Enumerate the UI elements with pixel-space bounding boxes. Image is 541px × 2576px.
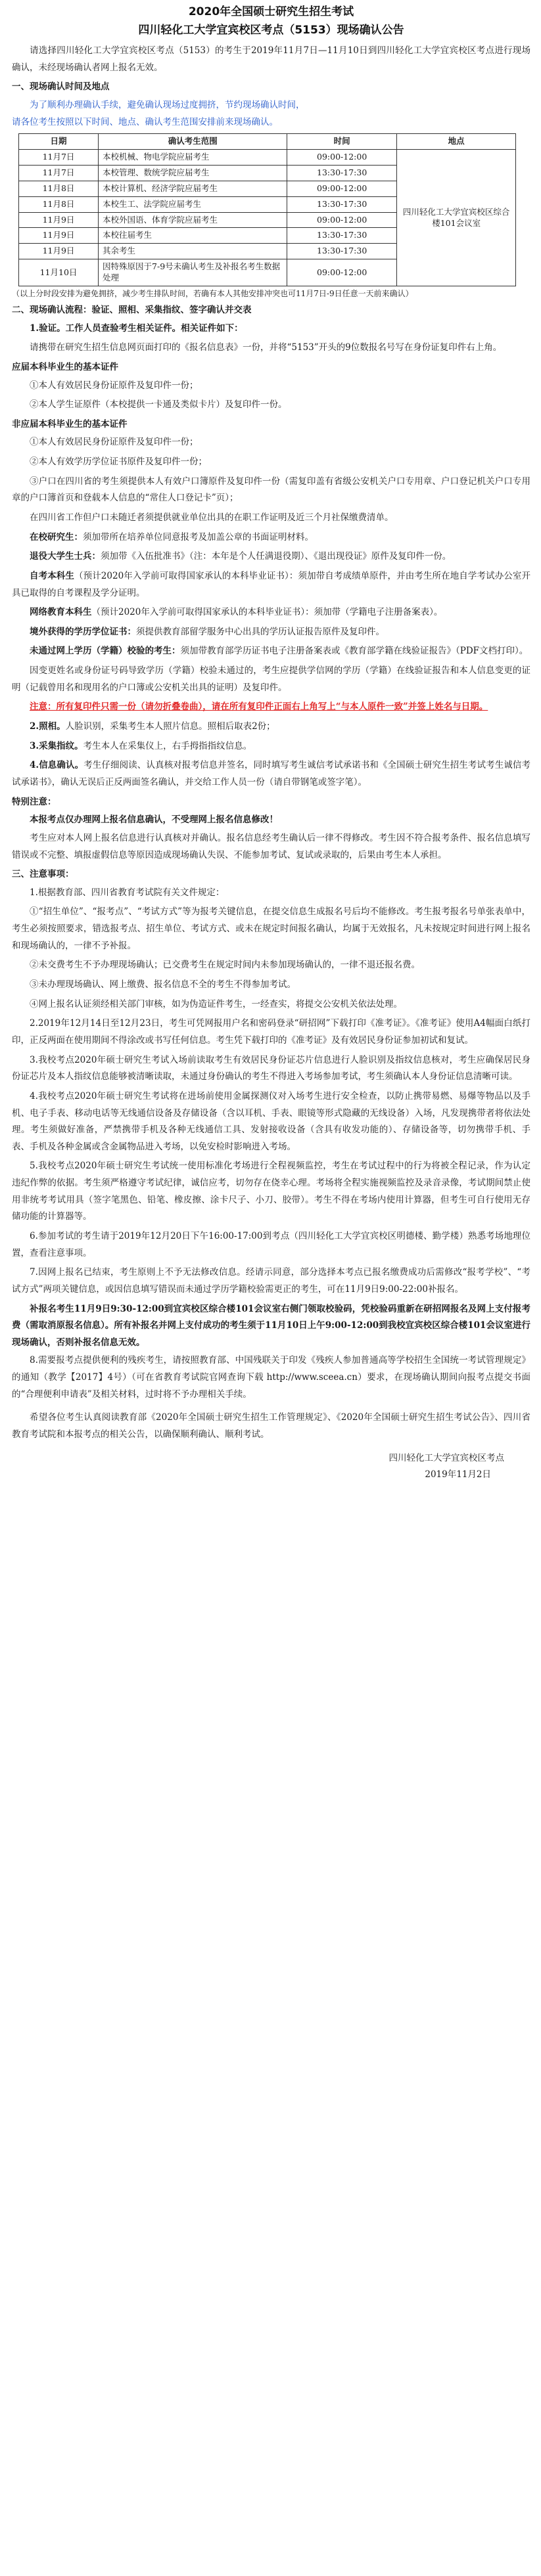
special-notice-bold: 本报考点仅办理网上报名信息确认，不受理网上报名信息修改！ [30,814,278,826]
notice-item-3: 3.我校考点2020年硕士研究生考试入场前读取考生有效居民身份证芯片信息进行人脸识别及指纹信息核对，考生应确保居民身份证芯片及本人指纹信息能够被清晰读取，未通过身份确认的考生不得进入考场参加考试，考生须确认本人身份证信息清晰可读。 [12,1054,530,1082]
page-subtitle: 四川轻化工大学宜宾校区考点（5153）现场确认公告 [138,23,404,37]
row-date: 11月10日 [19,259,99,286]
section3-heading: 三、注意事项： [12,869,74,880]
step3-paragraph [12,738,530,755]
fresh-graduate-heading: 应届本科毕业生的基本证件 [12,361,118,372]
intro-paragraph: 请选择四川轻化工大学宜宾校区考点（5153）的考生于2019年11月7日—11月10日到四川轻化工大学宜宾校区考点进行现场确认，未经现场确认者网上报名无效。 [12,45,530,73]
self-study-paragraph [12,568,530,602]
row-scope: 本校生工、法学院应届考生 [99,196,287,212]
online-education-paragraph [12,604,530,621]
section1-heading: 一、现场确认时间及地点 [12,81,110,93]
special-notice-heading: 特别注意： [12,796,57,807]
unverified-text: 须加带教育部学历证书电子注册备案表或《教育部学籍在线验证报告》（PDF文档打印）。 [180,646,529,657]
schedule-table [18,133,516,286]
header-scope: 确认考生范围 [99,134,287,150]
row-time: 13:30-17:30 [287,228,396,244]
nonfresh-item: ②本人有效学历学位证书原件及复印件一份； [30,456,207,468]
notice-item-1c: ③未办理现场确认、网上缴费、报名信息不全的考生不得参加考试。 [30,979,296,990]
row-scope: 本校机械、物电学院应届考生 [99,150,287,166]
nonfresh-item: ①本人有效居民身份证原件及复印件一份； [30,437,199,448]
notice-item-1: 1.根据教育部、四川省教育考试院有关文件规定： [30,887,225,898]
notice-item-2: 2.2019年12月14日至12月23日，考生可凭网报用户名和密码登录“研招网”下载打印《准考证》。《准考证》使用A4幅面白纸打印，正反两面在使用期间不得涂改或书写任何信息。考生凭下载打印的《准考证》及有效居民身份证参加初试和复试。 [12,1018,530,1046]
row-time: 09:00-12:00 [287,212,396,228]
step1-title: 1.验证。 [30,322,66,334]
closing-paragraph: 希望各位考生认真阅读教育部《2020年全国硕士研究生招生工作管理规定》、《2020年全国硕士研究生招生考试公告》、四川省教育考试院和本报考点的相关公告，以确保顺利确认、顺利考试。 [12,1412,530,1440]
overseas-label: 境外获得的学历学位证书： [30,626,136,637]
row-time: 13:30-17:30 [287,196,396,212]
row-date: 11月8日 [19,181,99,196]
step4-title: 4.信息确认。 [30,760,84,771]
notice-item-5: 5.我校考点2020年硕士研究生考试统一使用标准化考场进行全程视频监控，考生在考试过程中的行为将被全程记录，作为认定违纪作弊的依据。考生须严格遵守考试纪律，诚信应考，切勿存在侥幸心理。考场将全程实施视频监控及录音录像，考试期间禁止使用非统考考试用具（签字笔黑色、铅笔、橡皮擦、涂卡尺子、小刀、胶带）。考生不得在考场内使用计算器，但考生可自行使用无存储功能的计算器等。 [12,1161,530,1222]
header-location: 地点 [396,134,516,150]
section1-notice-line2: 请各位考生按照以下时间、地点、确认考生范围安排前来现场确认。 [12,116,278,127]
table-row [19,150,516,166]
fresh-item: ②本人学生证原件（本校提供一卡通及类似卡片）及复印件一份。 [30,399,287,411]
location-cell: 四川轻化工大学宜宾校区综合楼101会议室 [396,150,516,286]
step2-text: 人脸识别，采集考生本人照片信息。照相后取表2份； [65,721,275,732]
special-notice-text: 考生应对本人网上报名信息进行认真核对并确认。报名信息经考生确认后一律不得修改。考生因不符合报考条件、报名信息填写错误或不完整、填报虚假信息等原因造成现场确认失误、不能参加考试、复试或录取的，后果由考生本人承担。 [12,832,530,860]
online-label: 网络教育本科生 [30,607,92,618]
online-text: （预计2020年入学前可取得国家承认的本科毕业证书）：须加带（学籍电子注册备案表）。 [91,607,443,618]
retired-soldier-paragraph [12,548,530,566]
row-time: 09:00-12:00 [287,150,396,166]
grad-label: 在校研究生： [30,531,83,543]
step1-detail: 请携带在研究生招生信息网页面打印的《报名信息表》一份，并将“5153”开头的9位数报名号写在身份证复印件右上角。 [30,342,502,353]
row-scope: 因特殊原因于7-9号未确认考生及补报名考生数据处理 [99,259,287,286]
notice-item-1d: ④网上报名认证须经相关部门审核，如为伪造证件考生，一经查实，将提交公安机关依法处理。 [30,998,402,1010]
signature: 四川轻化工大学宜宾校区考点 [388,1452,504,1463]
section2-heading: 二、现场确认流程：验证、照相、采集指纹、签字确认并交表 [12,304,252,315]
row-time: 13:30-17:30 [287,165,396,181]
row-scope: 本校往届考生 [99,228,287,244]
header-date: 日期 [19,134,99,150]
row-date: 11月8日 [19,196,99,212]
schedule-footnote: （以上分时段安排为避免拥挤，减少考生排队时间，若确有本人其他安排冲突也可11月7日-9日任意一天前来确认） [12,288,413,298]
step3-text: 考生本人在采集仪上，右手拇指指纹信息。 [83,740,252,751]
row-date: 11月7日 [19,165,99,181]
step2-paragraph [12,719,530,736]
row-scope: 本校外国语、体育学院应届考生 [99,212,287,228]
step3-title: 3.采集指纹。 [30,740,83,751]
unverified-paragraph [12,643,530,660]
row-time: 09:00-12:00 [287,181,396,196]
selfstudy-text: （预计2020年入学前可取得国家承认的本科毕业证书）：须加带自考成绩单原件，并由考生所在地自学考试办公室开具已取得的自考课程及学分证明。 [12,570,530,598]
step1-paragraph [12,321,530,338]
notice-item-6: 6.参加考试的考生请于2019年12月20日下午16:00-17:00到考点（四川轻化工大学宜宾校区明德楼、勤学楼）熟悉考场地理位置，查看注意事项。 [12,1230,530,1258]
notice-item-8: 8.需要报考点提供便利的残疾考生，请按照教育部、中国残联关于印发《残疾人参加普通高等学校招生全国统一考试管理规定》的通知（教学【2017】4号）（可在省教育考试院官网查询下载 http://www.sceea.cn）要求，在现场确认期间向报考点提交书面的“合理便利申请表”及相关材料，过时将不予办理相关手续。 [12,1355,530,1400]
retired-text: 须加带《入伍批准书》（注：本年是个人任满退役期）、《退出现役证》原件及复印件一份。 [101,551,452,562]
grad-text: 须加带所在培养单位同意报考及加盖公章的书面证明材料。 [83,531,314,543]
retired-label: 退役大学生士兵： [30,551,101,562]
row-time: 09:00-12:00 [287,259,396,286]
schedule-header-row [19,134,516,150]
notice-item-1a: ①“招生单位”、“报考点”、“考试方式”等为报考关键信息，在提交信息生成报名号后均不能修改。考生报考报名号单张表单中，考生必须按照要求，错选报考点、招生单位、考试方式、或未在规定时间报名确认，均属于无效报名，凡未按规定时间进行网上报名和现场确认的，一律不予补报。 [12,906,530,951]
copy-notice: 注意：所有复印件只需一份（请勿折叠卷曲），请在所有复印件正面右上角写上“与本人原件一致”并签上姓名与日期。 [30,701,488,713]
copy-notice-paragraph [12,699,530,716]
row-date: 11月9日 [19,228,99,244]
signature-date: 2019年11月2日 [425,1469,491,1480]
nonfresh-item: ③户口在四川省的考生须提供本人有效户口簿原件及复印件一份（需复印盖有省级公安机关户口专用章、户口登记机关户口专用章的户口簿首页和登载本人信息的“常住人口登记卡”页）； [12,476,530,504]
row-time: 13:30-17:30 [287,244,396,259]
page-title: 2020年全国硕士研究生招生考试 [188,5,354,18]
fresh-item: ①本人有效居民身份证原件及复印件一份； [30,380,199,391]
step4-text: 考生仔细阅读、认真核对报考信息并签名，同时填写考生诚信考试承诺书和《全国硕士研究生招生考试考生诚信考试承诺书》，确认无误后正反两面签名确认，并交给工作人员一份（请自带钢笔或签字笔）。 [12,760,531,788]
step1-text: 工作人员查验考生相关证件。相关证件如下： [65,322,243,334]
selfstudy-label: 自考本科生 [30,570,74,581]
step2-title: 2.照相。 [30,721,66,732]
notice-item-7-bold: 补报名考生11月9日9:30-12:00到宜宾校区综合楼101会议室右侧门领取校验码，凭校验码重新在研招网报名及网上支付报考费（需取消原报名信息）。所有补报名并网上支付成功的考生须于11月10日上午9:00-12:00到我校宜宾校区综合楼101会议室进行现场确认，否则补报名信息无效。 [12,1303,530,1348]
overseas-paragraph [12,624,530,641]
row-date: 11月9日 [19,244,99,259]
row-scope: 其余考生 [99,244,287,259]
nonfresh-item: 在四川省工作但户口未随迁者须提供就业单位出具的在职工作证明及近三个月社保缴费清单。 [30,512,394,523]
notice-item-7: 7.因网上报名已结束，考生原则上不予无法修改信息。经请示同意，部分选择本考点已报名缴费成功后需修改“报考学校”、“考试方式”两项关键信息，或因信息填写错误而未通过学历学籍校验需更正的考生，可在11月9日9:00-22:00补报名。 [12,1267,530,1295]
row-date: 11月9日 [19,212,99,228]
unverified-detail: 因变更姓名或身份证号码导致学历（学籍）校验未通过的，考生应提供学信网的学历（学籍）在线验证报告和本人信息变更的证明（记载曾用名和现用名的户口簿或公安机关出具的证明）及复印件。 [12,665,530,693]
header-time: 时间 [287,134,396,150]
unverified-label: 未通过网上学历（学籍）校验的考生： [30,646,181,657]
notice-item-4: 4.我校考点2020年硕士研究生考试将在进场前使用金属探测仪对入场考生进行安全检查，以防止携带易燃、易爆等物品以及手机、电子手表、移动电话等无线通信设备及存储设备（含以耳机、手表、眼镜等形式隐藏的无线设备）入场，凡发现携带者将依法处理。考生须做好准备，严禁携带手机及各种无线通信工具、发射接收设备（含具有收发功能的）、存储设备等，切勿携带手机、手表、手机及各种金属或含金属物品进入考场，以免安检时影响进入考场。 [12,1090,530,1152]
notice-item-1b: ②未交费考生不予办理现场确认；已交费考生在规定时间内未参加现场确认的，一律不退还报名费。 [30,960,420,971]
row-scope: 本校计算机、经济学院应届考生 [99,181,287,196]
row-date: 11月7日 [19,150,99,166]
overseas-text: 须提供教育部留学服务中心出具的学历认证报告原件及复印件。 [136,626,385,637]
step4-paragraph [12,757,530,791]
grad-student-paragraph [12,529,530,546]
row-scope: 本校管理、数统学院应届考生 [99,165,287,181]
section1-notice-line1: 为了顺利办理确认手续，避免确认现场过度拥挤，节约现场确认时间， [30,99,305,110]
non-fresh-graduate-heading: 非应届本科毕业生的基本证件 [12,418,128,430]
